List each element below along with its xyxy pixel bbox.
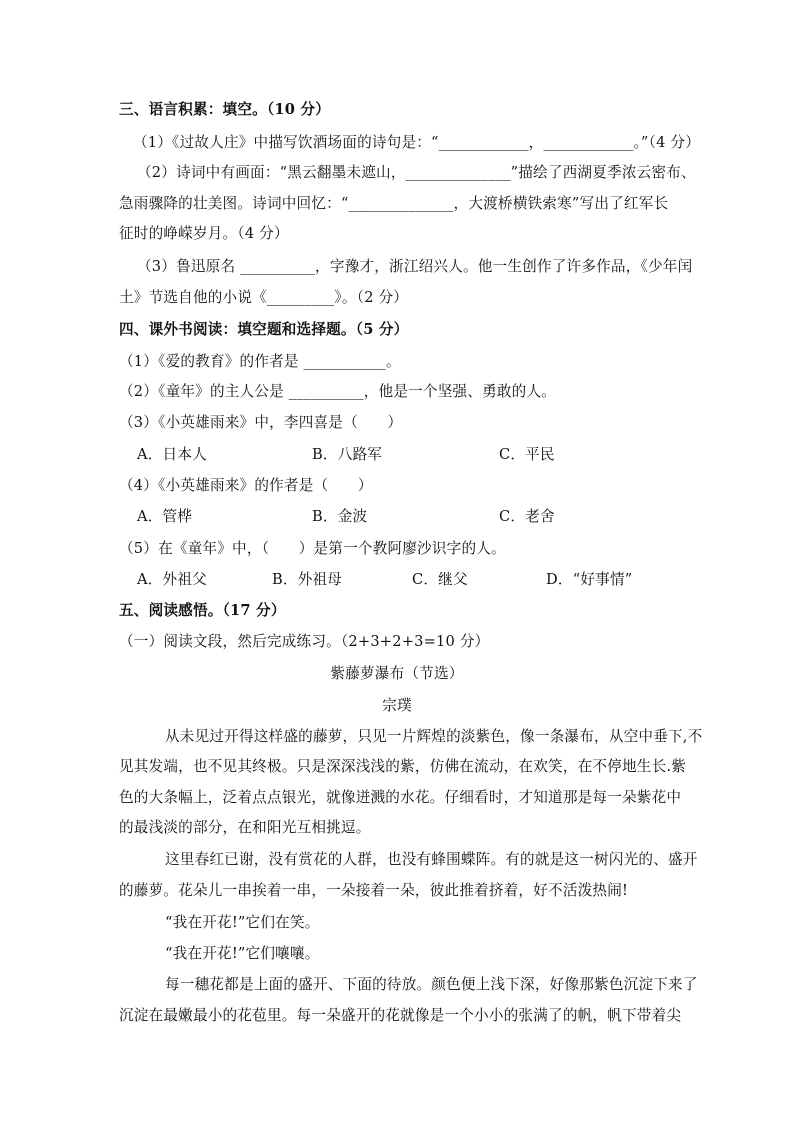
s3-question-2-line-1: （2）诗词中有画面：“黑云翻墨未遮山，______________”描绘了西湖夏季浓云密布、 [137,164,696,181]
s3-question-2-line-2: 急雨骤降的壮美图。诗词中回忆：“______________，大渡桥横铁索寒”写出了红军长 [119,195,669,212]
s4-q5-option-b: B．外祖母 [272,571,343,588]
s4-question-3: （3）《小英雄雨来》中，李四喜是（ ） [119,414,403,431]
s4-q3-option-b: B．八路军 [312,446,383,463]
s3-question-3-line-2: 土》节选自他的小说《_________》。（2 分） [119,289,409,306]
passage-p4: “我在开花!”它们嚷嚷。 [165,945,320,962]
passage-p1-line-1: 从未见过开得这样盛的藤萝，只见一片辉煌的淡紫色，像一条瀑布，从空中垂下,不 [165,728,703,745]
passage-p1-line-2: 见其发端，也不见其终极。只是深深浅浅的紫，仿佛在流动，在欢笑，在不停地生长.紫 [119,758,687,775]
section-5-title: 五、阅读感悟。（17 分） [119,602,286,619]
s4-q5-option-c: C．继父 [412,571,468,588]
s5-subsection-1: （一）阅读文段，然后完成练习。（2+3+2+3=10 分） [119,633,490,650]
passage-p2-line-1: 这里春红已谢，没有赏花的人群，也没有蜂围蝶阵。有的就是这一树闪光的、盛开 [165,851,698,868]
s4-q3-option-a: A．日本人 [137,446,207,463]
s3-question-2-line-3: 征时的峥嵘岁月。（4 分） [119,225,289,242]
passage-p1-line-4: 的最浅淡的部分，在和阳光互相挑逗。 [119,819,371,836]
s3-question-3-line-1: （3）鲁迅原名 __________，字豫才，浙江绍兴人。他一生创作了许多作品，《少年闰 [137,258,693,275]
s3-question-1: （1）《过故人庄》中描写饮酒场面的诗句是：“____________，____________。”（4 分） [133,134,701,151]
section-4-title: 四、课外书阅读：填空题和选择题。（5 分） [119,321,409,338]
s4-question-2: （2）《童年》的主人公是 __________，他是一个坚强、勇敢的人。 [119,383,557,400]
passage-p5-line-2: 沉淀在最嫩最小的花苞里。每一朵盛开的花就像是一个小小的张满了的帆，帆下带着尖 [119,1007,682,1024]
passage-title: 紫藤萝瀑布（节选） [330,665,464,682]
s4-q4-option-c: C．老舍 [499,508,555,525]
passage-p2-line-2: 的藤萝。花朵儿一串挨着一串，一朵接着一朵，彼此推着挤着，好不活泼热闹! [119,882,629,899]
s4-q4-option-a: A．管桦 [137,508,193,525]
s4-q5-option-a: A．外祖父 [137,571,207,588]
section-3-title: 三、语言积累：填空。（10 分） [119,101,331,118]
passage-p5-line-1: 每一穗花都是上面的盛开、下面的待放。颜色便上浅下深，好像那紫色沉淀下来了 [165,976,698,993]
s4-question-1: （1）《爱的教育》的作者是 ___________。 [119,353,401,370]
s4-question-5: （5）在《童年》中，（ ）是第一个教阿廖沙识字的人。 [119,540,506,557]
s4-q4-option-b: B．金波 [312,508,368,525]
passage-p1-line-3: 色的大条幅上，泛着点点银光，就像迸溅的水花。仔细看时，才知道那是每一朵紫花中 [119,789,682,806]
s4-q5-option-d: D．“好事情” [546,571,633,588]
s4-question-4: （4）《小英雄雨来》的作者是（ ） [119,477,373,494]
passage-author: 宗璞 [382,697,412,714]
passage-p3: “我在开花!”它们在笑。 [165,914,320,931]
s4-q3-option-c: C．平民 [499,446,555,463]
